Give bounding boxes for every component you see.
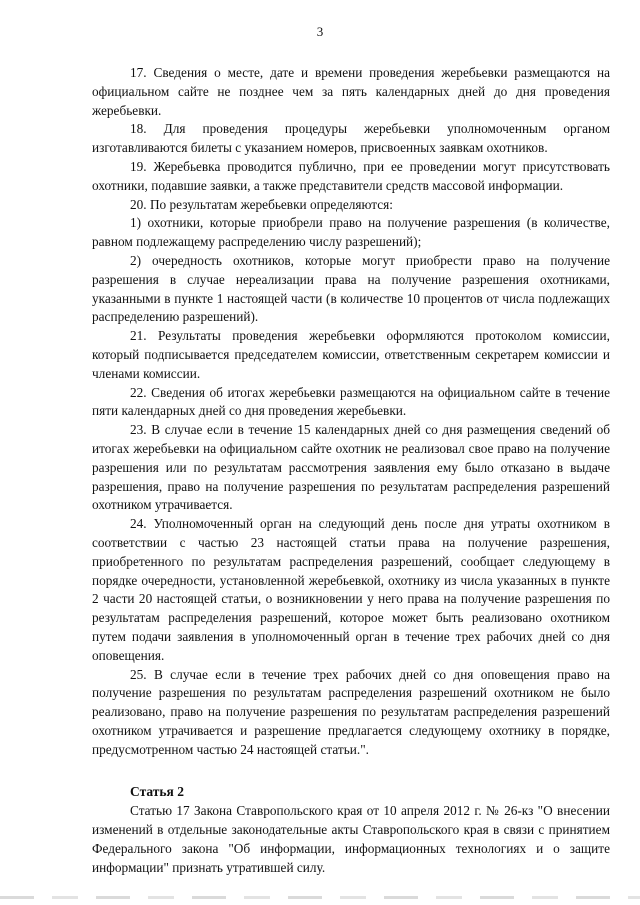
paragraph-22: 22. Сведения об итогах жеребьевки размещаются на официальном сайте в течение пяти календарных дней со дня проведения жеребьевки. — [92, 384, 610, 419]
paragraph-23: 23. В случае если в течение 15 календарных дней со дня размещения сведений об итогах жеребьевки на официальном сайте охотник не реализовал свое право на получение разрешения или по результатам рассмотрения заявления ему было отказано в выдаче разрешения, право на получение разрешения по результатам распределения разрешений охотником утрачивается. — [92, 422, 610, 513]
paragraph-17: 17. Сведения о месте, дате и времени проведения жеребьевки размещаются на официальном сайте не позднее чем за пять календарных дней до дня проведения жеребьевки. — [92, 65, 610, 118]
paragraph-20-item-1: 1) охотники, которые приобрели право на получение разрешения (в количестве, равном подлежащему распределению числу разрешений); — [92, 215, 610, 250]
section-spacer — [92, 759, 610, 783]
article-text: Статью 17 Закона Ставропольского края от 10 апреля 2012 г. № 26-кз "О внесении изменений в отдельные законодательные акты Ставропольского края в связи с принятием Федерального закона "Об информации, информационных технологиях и о защите информации" признать утратившей силу. — [92, 803, 610, 875]
article-heading: Статья 2 — [130, 784, 184, 800]
document-body — [92, 64, 610, 877]
paragraph-18: 18. Для проведения процедуры жеребьевки уполномоченным органом изготавливаются билеты с указанием номеров, присвоенных заявкам охотников. — [92, 121, 610, 156]
paragraph-21: 21. Результаты проведения жеребьевки оформляются протоколом комиссии, который подписывается председателем комиссии, ответственным секретарем комиссии и членами комиссии. — [92, 328, 610, 381]
paragraph-25: 25. В случае если в течение трех рабочих дней со дня оповещения право на получение разрешения по результатам распределения разрешений охотником не было реализовано, право на получение разрешения по результатам распределения разрешений охотником утрачивается и разрешение предлагается следующему охотнику в порядке, предусмотренном частью 24 настоящей статьи.". — [92, 666, 610, 757]
paragraph-19: 19. Жеребьевка проводится публично, при ее проведении могут присутствовать охотники, подавшие заявки, а также представители средств массовой информации. — [92, 158, 610, 193]
page-number: 3 — [316, 24, 324, 39]
paragraph-24: 24. Уполномоченный орган на следующий день после дня утраты охотником в соответствии с частью 23 настоящей статьи права на получение разрешения, приобретенного по результатам распределения разрешений, сообщает следующему в порядке очередности, установленной жеребьевкой, охотнику из числа указанных в пункте 2 части 20 настоящей статьи, о возникновении у него права на получение разрешения по результатам распределения разрешений, которое может быть реализовано охотником путем подачи заявления в уполномоченный орган в течение трех рабочих дней со дня оповещения. — [92, 516, 610, 663]
scan-edge-artifact — [0, 896, 640, 899]
paragraph-20: 20. По результатам жеребьевки определяются: — [130, 196, 393, 212]
paragraph-20-item-2: 2) очередность охотников, которые могут приобрести право на получение разрешения в случае нереализации права на получение разрешения охотниками, указанными в пункте 1 настоящей части (в количестве 10 процентов от числа подлежащих распределению разрешений). — [92, 252, 610, 325]
